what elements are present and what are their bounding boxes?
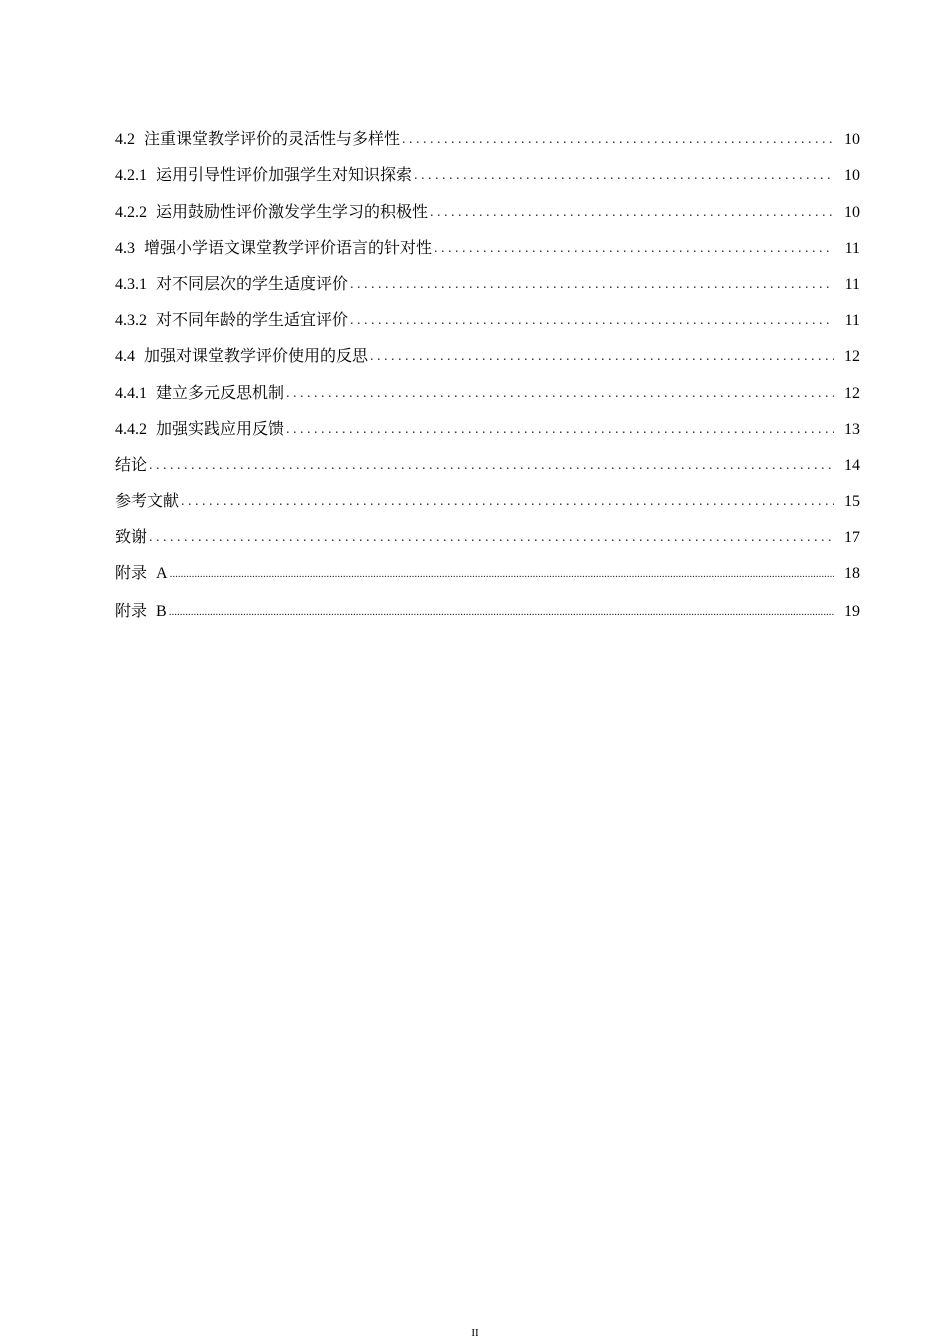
dot-leader [414,166,834,186]
dot-leader [181,492,834,512]
toc-entry[interactable] [115,548,860,584]
toc-entry[interactable] [115,476,860,512]
toc-entry-title: 增强小学语文课堂教学评价语言的针对性 [144,239,433,257]
dot-leader [149,528,834,548]
toc-entry-title: 运用鼓励性评价激发学生学习的积极性 [156,203,429,221]
toc-entry-number: 4.3.1 [115,275,147,293]
toc-entry[interactable] [115,259,860,295]
toc-entry[interactable] [115,584,860,622]
toc-entry-page: 10 [844,203,860,221]
toc-entry[interactable] [115,295,860,331]
toc-entry-page: 12 [844,348,860,366]
toc-entry-title: 注重课堂教学评价的灵活性与多样性 [144,131,401,149]
toc-entry-number: 4.4 [115,348,135,366]
toc-entry-number: 4.2.2 [115,203,147,221]
toc-entry-page: 11 [844,312,860,330]
toc-entry-page: 11 [844,239,860,257]
toc-entry-page: 15 [844,493,860,511]
dot-leader [286,384,834,404]
toc-entry[interactable] [115,404,860,440]
dot-leader [350,311,834,331]
dot-leader [350,275,834,295]
toc-entry-title: 致谢 [115,529,148,547]
toc-entry-number: 4.2 [115,131,135,149]
toc-entry-page: 11 [844,275,860,293]
toc-entry-page: 18 [844,565,860,583]
dot-leader [149,456,834,476]
dot-leader [169,602,834,622]
dot-leader [286,420,834,440]
toc-entry-page: 19 [844,603,860,621]
toc-entry-number: 4.4.2 [115,420,147,438]
toc-entry-number: 4.4.1 [115,384,147,402]
toc-entry-page: 17 [844,529,860,547]
toc-entry-page: 13 [844,420,860,438]
toc-entry-number: 附录 [115,603,148,621]
toc-entry-number: 4.3.2 [115,312,147,330]
toc-entry-page: 10 [844,167,860,185]
toc-entry-title: 对不同年龄的学生适宜评价 [156,312,349,330]
toc-entry[interactable] [115,150,860,186]
dot-leader [370,347,834,367]
toc-entry[interactable] [115,331,860,367]
toc-entry-page: 10 [844,131,860,149]
toc-entry-title: B [156,603,167,621]
toc-entry-number: 4.2.1 [115,167,147,185]
toc-entry-title: 建立多元反思机制 [156,384,285,402]
toc-entry[interactable] [115,186,860,222]
toc-entry-title: 结论 [115,456,148,474]
toc-entry-title: 参考文献 [115,493,180,511]
toc-entry-page: 12 [844,384,860,402]
toc-entry-title: 运用引导性评价加强学生对知识探索 [156,167,413,185]
dot-leader [434,239,834,259]
toc-entry-title: A [156,565,168,583]
toc-entry[interactable] [115,440,860,476]
toc-entry-title: 加强对课堂教学评价使用的反思 [144,348,369,366]
dot-leader [170,564,834,584]
dot-leader [430,203,834,223]
page-number: II [471,1327,479,1339]
toc-entry[interactable] [115,512,860,548]
toc-entry[interactable] [115,223,860,259]
toc-entry[interactable] [115,367,860,403]
toc-entry-number: 附录 [115,565,148,583]
toc-entry-page: 14 [844,456,860,474]
toc-entry[interactable] [115,114,860,150]
toc-entry-title: 加强实践应用反馈 [156,420,285,438]
toc-entry-title: 对不同层次的学生适度评价 [156,275,349,293]
toc-entry-number: 4.3 [115,239,135,257]
dot-leader [402,130,834,150]
table-of-contents [115,114,860,622]
